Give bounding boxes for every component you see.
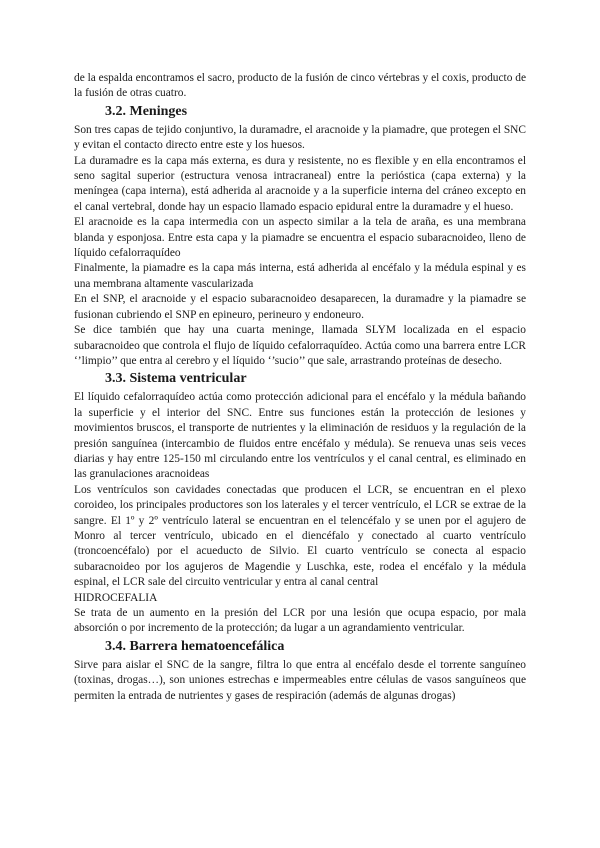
- section-heading-sistema-ventricular: 3.3. Sistema ventricular: [105, 371, 247, 387]
- body-paragraph: Los ventrículos son cavidades conectadas que producen el LCR, se encuentran en el plexo coroideo, los principales productores son los laterales y el tercer ventrículo, el LCR se extrae de la sangre. El 1º y 2º ventrículo lateral se encuentran en el telencéfalo y se unen por el agujero de Monro al tercer ventrículo, ubicado en el diencéfalo y conectado al cuarto ventrículo (troncoencéfalo) por el acueducto de Silvio. El cuarto ventrículo se conecta al espacio subaracnoideo por los agujeros de Magendie y Luschka, este, rodea el encéfalo y la médula espinal, el LCR sale del circuito ventricular y entra al canal central: [74, 483, 526, 589]
- section-heading-barrera-hematoencefalica: 3.4. Barrera hematoencefálica: [105, 638, 285, 654]
- section-heading-meninges: 3.2. Meninges: [105, 103, 188, 119]
- body-paragraph: de la espalda encontramos el sacro, producto de la fusión de cinco vértebras y el coxis, producto de la fusión de otras cuatro.: [74, 72, 526, 100]
- subsection-label: HIDROCEFALIA: [74, 591, 158, 604]
- body-paragraph: Sirve para aislar el SNC de la sangre, filtra lo que entra al encéfalo desde el torrente sanguíneo (toxinas, drogas…), son uniones estrechas e impermeables entre células de vasos sanguíneos que permiten la entrada de nutrientes y gases de respiración (además de algunas drogas): [74, 658, 526, 702]
- body-paragraph: Finalmente, la piamadre es la capa más interna, está adherida al encéfalo y la médula espinal y es una membrana altamente vascularizada: [74, 262, 526, 290]
- body-paragraph: Son tres capas de tejido conjuntivo, la duramadre, el aracnoide y la piamadre, que protegen el SNC y evitan el contacto directo entre este y los huesos.: [74, 123, 526, 152]
- body-paragraph: Se dice también que hay una cuarta meninge, llamada SLYM localizada en el espacio subaracnoideo que controla el flujo de líquido cefalorraquídeo. Actúa como una barrera entre LCR ‘’limpio’’ que entra al cerebro y el líquido ‘’sucio’’ que sale, arrastrando proteínas de desecho.: [74, 324, 526, 367]
- body-paragraph: Se trata de un aumento en la presión del LCR por una lesión que ocupa espacio, por mala absorción o por incremento de la protección; da lugar a un agrandamiento ventricular.: [74, 607, 526, 635]
- body-paragraph: El aracnoide es la capa intermedia con un aspecto similar a la tela de araña, es una membrana blanda y esponjosa. Entre esta capa y la piamadre se encuentra el espacio subaracnoideo, lleno de líquido cefalorraquídeo: [74, 216, 526, 260]
- body-paragraph: La duramadre es la capa más externa, es dura y resistente, no es flexible y en ella encontramos el seno sagital superior (estructura venosa intracraneal) entre la perióstica (capa externa) y la meníngea (capa interna), está adherida al aracnoide y a la superficie interna del cráneo excepto en el canal vertebral, donde hay un espacio llamado espacio epidural entre la duramadre y el hueso.: [74, 154, 526, 213]
- body-paragraph: El líquido cefalorraquídeo actúa como protección adicional para el encéfalo y la médula bañando la superficie y el interior del SNC. Entre sus funciones están la protección de lesiones y movimientos bruscos, el transporte de nutrientes y la eliminación de residuos y la regulación de la presión sanguínea (intercambio de fluidos entre encéfalo y médula). Se renueva unas seis veces diarias y hay entre 125-150 ml circulando entre los ventrículos y el canal central, es eliminado en las granulaciones aracnoideas: [74, 391, 526, 481]
- body-paragraph: En el SNP, el aracnoide y el espacio subaracnoideo desaparecen, la duramadre y la piamadre se fusionan cubriendo el SNP en epineuro, perineuro y endoneuro.: [74, 293, 526, 321]
